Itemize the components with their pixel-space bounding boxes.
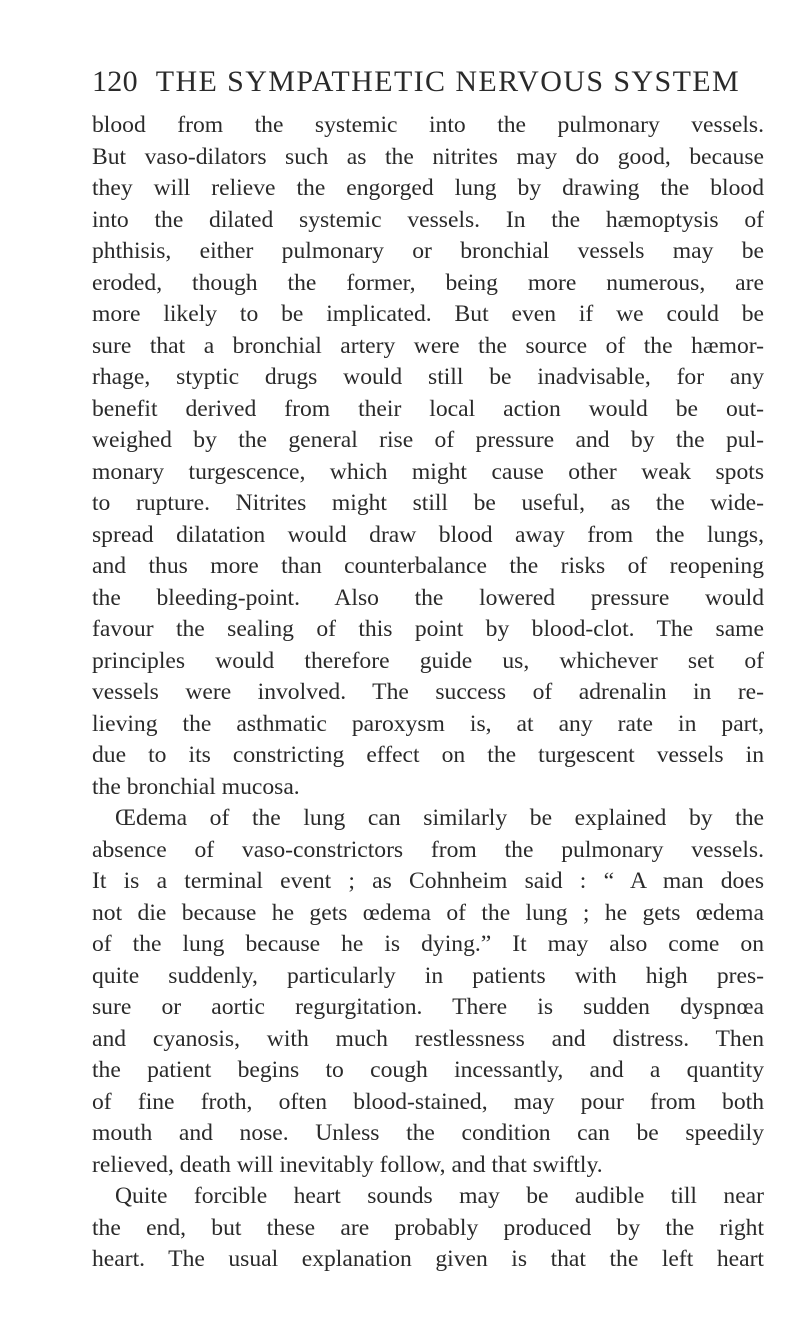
- running-head: [92, 62, 741, 102]
- paragraph-start-line: Œdema of the lung can similarly be explained by the: [115, 805, 764, 831]
- text-line: phthisis, either pulmonary or bronchial vessels may be: [92, 238, 764, 264]
- text-line: the patient begins to cough incessantly, and a quantity: [92, 1057, 764, 1083]
- text-line: But vaso-dilators such as the nitrites may do good, because: [92, 143, 764, 170]
- text-line: to rupture. Nitrites might still be useful, as the wide-: [92, 490, 764, 516]
- text-line: weighed by the general rise of pressure and by the pul-: [92, 427, 764, 453]
- body-text: [92, 110, 764, 1276]
- text-line: principles would therefore guide us, whichever set of: [92, 647, 764, 674]
- text-line: absence of vaso-constrictors from the pulmonary vessels.: [92, 836, 764, 863]
- text-line: benefit derived from their local action would be out-: [92, 395, 764, 422]
- text-line: due to its constricting effect on the turgescent vessels in: [92, 742, 764, 768]
- text-line: blood from the systemic into the pulmonary vessels.: [92, 112, 764, 138]
- text-line: they will relieve the engorged lung by drawing the blood: [92, 175, 764, 201]
- text-line: monary turgescence, which might cause other weak spots: [92, 458, 764, 485]
- text-line: the end, but these are probably produced by the right: [92, 1214, 764, 1241]
- running-title: THE SYMPATHETIC NERVOUS SYSTEM: [155, 65, 741, 98]
- text-line: spread dilatation would draw blood away from the lungs,: [92, 521, 764, 548]
- text-line: not die because he gets œdema of the lung ; he gets œdema: [92, 899, 764, 926]
- text-line: and thus more than counterbalance the risks of reopening: [92, 553, 764, 579]
- text-line: favour the sealing of this point by blood-clot. The same: [92, 616, 764, 642]
- text-line: more likely to be implicated. But even if we could be: [92, 301, 764, 327]
- text-line: lieving the asthmatic paroxysm is, at any rate in part,: [92, 710, 764, 737]
- text-line: sure or aortic regurgitation. There is sudden dyspnœa: [92, 994, 764, 1020]
- paragraph-start-line: Quite forcible heart sounds may be audible till near: [115, 1183, 764, 1209]
- text-line: into the dilated systemic vessels. In the hæmoptysis of: [92, 206, 764, 233]
- text-line: sure that a bronchial artery were the source of the hæmor-: [92, 332, 764, 359]
- text-line: eroded, though the former, being more numerous, are: [92, 269, 764, 296]
- paragraph-end-line: the bronchial mucosa.: [92, 773, 300, 800]
- text-line: rhage, styptic drugs would still be inadvisable, for any: [92, 364, 764, 390]
- page-number: 120: [92, 65, 138, 98]
- text-line: of fine froth, often blood-stained, may pour from both: [92, 1088, 764, 1115]
- text-line: of the lung because he is dying.” It may also come on: [92, 931, 764, 957]
- text-line: It is a terminal event ; as Cohnheim said : “ A man does: [92, 868, 764, 894]
- text-line: the bleeding-point. Also the lowered pressure would: [92, 584, 764, 611]
- text-line: quite suddenly, particularly in patients with high pres-: [92, 962, 764, 989]
- paragraph-end-line: relieved, death will inevitably follow, and that swiftly.: [92, 1151, 603, 1178]
- text-line: vessels were involved. The success of adrenalin in re-: [92, 679, 764, 705]
- text-line: heart. The usual explanation given is that the left heart: [92, 1246, 764, 1272]
- text-line: mouth and nose. Unless the condition can be speedily: [92, 1120, 764, 1146]
- text-line: and cyanosis, with much restlessness and distress. Then: [92, 1025, 764, 1052]
